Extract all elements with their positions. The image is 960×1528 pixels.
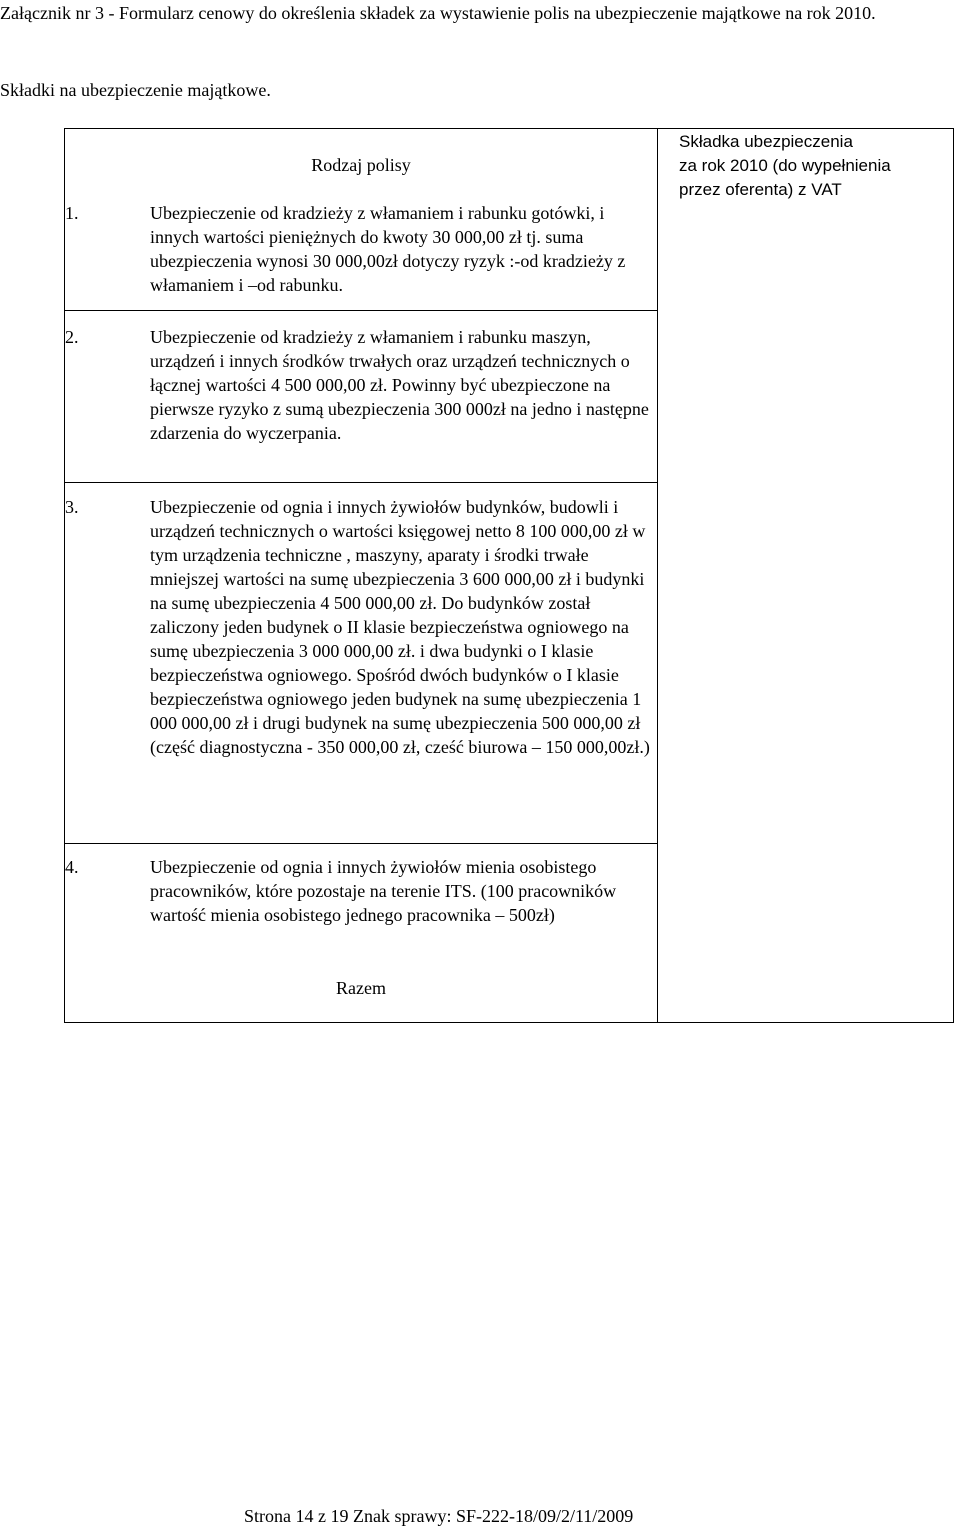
price-form-table — [64, 128, 954, 1023]
row-separator — [65, 843, 657, 844]
header-policy-type: Rodzaj polisy — [311, 155, 411, 175]
page-footer: Strona 14 z 19 Znak sprawy: SF-222-18/09/2/11/2009 — [244, 1506, 634, 1526]
row-description: Ubezpieczenie od ognia i innych żywiołów budynków, budowli i urządzeń technicznych o wartości księgowej netto 8 100 000,00 zł w tym urządzenia techniczne , maszyny, aparaty i środki trwałe mniejszej wartości na sumę ubezpieczenia 3 600 000,00 zł i budynki na sumę ubezpieczenia 4 500 000,00 zł. Do budynków został zaliczony jeden budynek o II klasie bezpieczeństwa ogniowego na sumę ubezpieczenia 3 000 000,00 zł. i dwa budynki o I klasie bezpieczeństwa ogniowego. Spośród dwóch budynków o I klasie bezpieczeństwa ogniowego jeden budynek na sumę ubezpieczenia 1 000 000,00 zł i drugi budynek na sumę ubezpieczenia 500 000,00 zł (część diagnostyczna - 350 000,00 zł, cześć biurowa – 150 000,00zł.) — [150, 497, 650, 757]
row-description: Ubezpieczenie od ognia i innych żywiołów mienia osobistego pracowników, które pozostaje na terenie ITS. (100 pracowników wartość mienia osobistego jednego pracownika – 500zł) — [150, 857, 617, 925]
row-number: 3. — [65, 497, 79, 517]
row-description: Ubezpieczenie od kradzieży z włamaniem i rabunku gotówki, i innych wartości pieniężnych do kwoty 30 000,00 zł tj. suma ubezpieczenia wynosi 30 000,00zł dotyczy ryzyk :-od kradzieży z włamaniem i –od rabunku. — [150, 203, 626, 295]
policy-row-3 — [65, 495, 652, 759]
policy-row-4 — [65, 855, 652, 927]
row-number: 4. — [65, 857, 79, 877]
header-premium-line: za rok 2010 (do wypełnienia — [679, 156, 891, 175]
column-divider — [657, 129, 658, 1022]
header-premium-line: przez oferenta) z VAT — [679, 180, 842, 199]
document-title: Załącznik nr 3 - Formularz cenowy do określenia składek za wystawienie polis na ubezpieczenie majątkowe na rok 2010. — [0, 3, 876, 23]
header-premium — [679, 130, 959, 202]
header-premium-line: Składka ubezpieczenia — [679, 132, 853, 151]
total-label: Razem — [336, 978, 386, 998]
row-number: 1. — [65, 203, 79, 223]
policy-row-2 — [65, 325, 652, 445]
document-subtitle: Składki na ubezpieczenie majątkowe. — [0, 80, 271, 100]
policy-row-1 — [65, 201, 652, 297]
row-number: 2. — [65, 327, 79, 347]
row-separator — [65, 310, 657, 311]
row-description: Ubezpieczenie od kradzieży z włamaniem i rabunku maszyn, urządzeń i innych środków trwałych oraz urządzeń technicznych o łącznej wartości 4 500 000,00 zł. Powinny być ubezpieczone na pierwsze ryzyko z sumą ubezpieczenia 300 000zł na jedno i następne zdarzenia do wyczerpania. — [150, 327, 649, 443]
row-separator — [65, 482, 657, 483]
